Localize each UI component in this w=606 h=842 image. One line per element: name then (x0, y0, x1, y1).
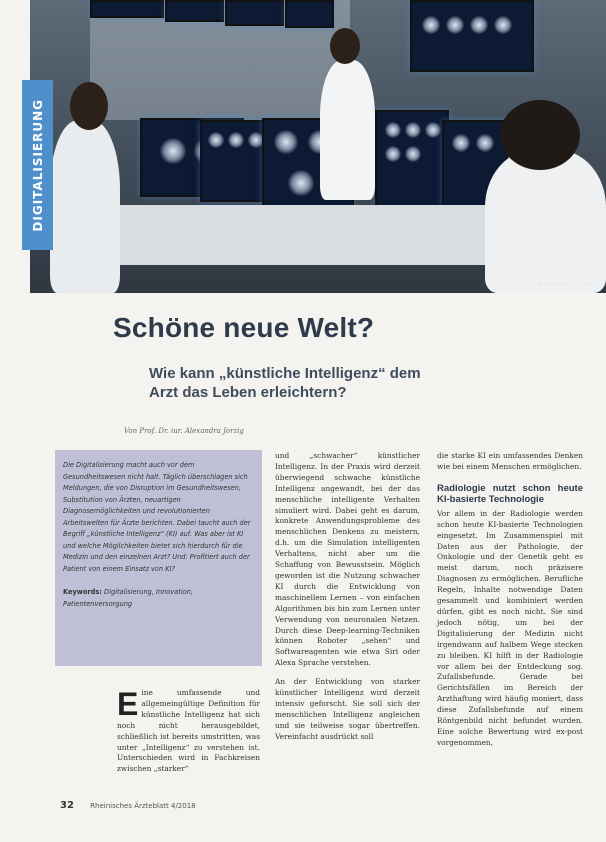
body-paragraph: und „schwacher“ künstlicher Intelligenz. In der Praxis wird derzeit überwiegend schwache künstliche Intelligenz angewandt, bei der das menschliche intelligente Verhalten simuliert wird. Dabei geht es darum, konkrete Anwendungsprobleme des menschlichen Denkens zu meistern, d.h. um die Simulation intelligenten Verhaltens, nicht aber um die Schaffung von Bewusstsein. Möglich geworden ist die Nutzung schwacher KI durch die Entwicklung von maschinellem Lernen – von einfachen Algorithmen bis hin zum Lernen unter Verwendung von neuronalen Netzen. Durch diese Deep-learning-Techniken können Roboter „sehen“ und Softwareagenten wie etwa Siri oder Alexa Sprache verstehen. (275, 451, 420, 668)
body-column-1 (117, 688, 260, 775)
page-number: 32 (60, 800, 74, 811)
journal-name: Rheinisches Ärzteblatt 4/2018 (90, 802, 196, 810)
doctor-left-hair (70, 82, 108, 130)
section-tab-label: DIGITALISIERUNG (30, 98, 45, 232)
body-column-3 (437, 451, 583, 757)
article-title: Schöne neue Welt? (113, 312, 375, 343)
keywords (63, 587, 254, 610)
doctor-back (320, 60, 375, 200)
drop-cap: E (117, 686, 139, 722)
ceiling-monitor (225, 0, 284, 26)
wall-monitor (410, 0, 534, 72)
body-paragraph: An der Entwicklung von starker künstlicher Intelligenz wird derzeit intensiv geforscht. Sie soll sich der menschlichen Intelligenz angleichen und sie teilweise sogar übertreffen. Vereinfacht ausdrückt soll (275, 677, 420, 741)
ceiling-monitor (90, 0, 164, 18)
header-photo (30, 0, 606, 293)
page-footer (60, 800, 196, 811)
body-column-2 (275, 451, 420, 751)
doctor-left (50, 120, 120, 293)
ceiling-monitor (285, 0, 334, 28)
photo-credit: @iStock/Getty – Potaik (537, 281, 594, 287)
keywords-value: Digitalisierung, Innovation, Patientenversorgung (63, 588, 194, 608)
body-paragraph: Vor allem in der Radiologie werden schon heute KI-basierte Technologien eingesetzt. Im Zusammenspiel mit Daten aus der Pathologie, der Onkologie und der Genetik geht es meist darum, noch präzisere Diagnosen zu ermöglichen. Berufliche Regeln, Inhalte notwendige Daten gesammelt und kombiniert werden dürfen, gibt es noch nicht. Sie sind jedoch nötig, um bei der Digitalisierung der Medizin nicht irgendwann auf halbem Wege stecken zu bleiben. KI hilft in der Radiologie vor allem bei der Entdeckung sog. Zufallsbefunde. Gerade bei Gerichtsfällen im Bereich der Arzthaftung wird häufig moniert, dass diese Zufallsbefunde auf einem Röntgenbild nicht befundet wurden. Eine solche Bewertung wird ex-post vorgenommen, (437, 508, 583, 747)
byline: Von Prof. Dr. iur. Alexandra Jorzig (124, 427, 244, 435)
keywords-label: Keywords: (63, 588, 102, 596)
doctor-right (485, 150, 606, 293)
abstract-text: Die Digitalisierung macht auch vor dem Gesundheitswesen nicht halt. Täglich überschlagen sich Meldungen, die von Disruption im Gesundheitswesen, Substitution von Ärzten, neuartigen Diagnosemöglichkeiten und revolutionierten Arbeitswelten für Ärzte berichten. Dabei taucht auch der Begriff „künstliche Intelligenz“ (KI) auf. Was aber ist KI und welche Möglichkeiten bietet sich hierdurch für die Medizin und den einzelnen Arzt? Und: Profitiert auch der Patient von einem Einsatz von KI? (63, 461, 251, 573)
section-heading: Radiologie nutzt schon heute KI-basierte Technologie (437, 482, 583, 505)
doctor-back-hair (330, 28, 360, 64)
doctor-right-hair (500, 100, 580, 170)
article-subtitle: Wie kann „künstliche Intelligenz“ dem Arzt das Leben erleichtern? (149, 365, 421, 401)
body-text-1: ine umfassende und allgemeingültige Definition für künstliche Intelligenz hat sich noch nicht herausgebildet, schließlich ist bereits umstritten, was unter „Intelligenz“ zu verstehen ist. Unterschieden wird in Fachkreisen zwischen „starker“ (117, 688, 260, 774)
abstract-box (55, 450, 262, 666)
workstation-monitor (375, 110, 449, 219)
body-paragraph: die starke KI ein umfassendes Denken wie bei einem Menschen ermöglichen. (437, 451, 583, 471)
section-tab (22, 80, 53, 250)
ceiling-monitor (165, 0, 224, 22)
